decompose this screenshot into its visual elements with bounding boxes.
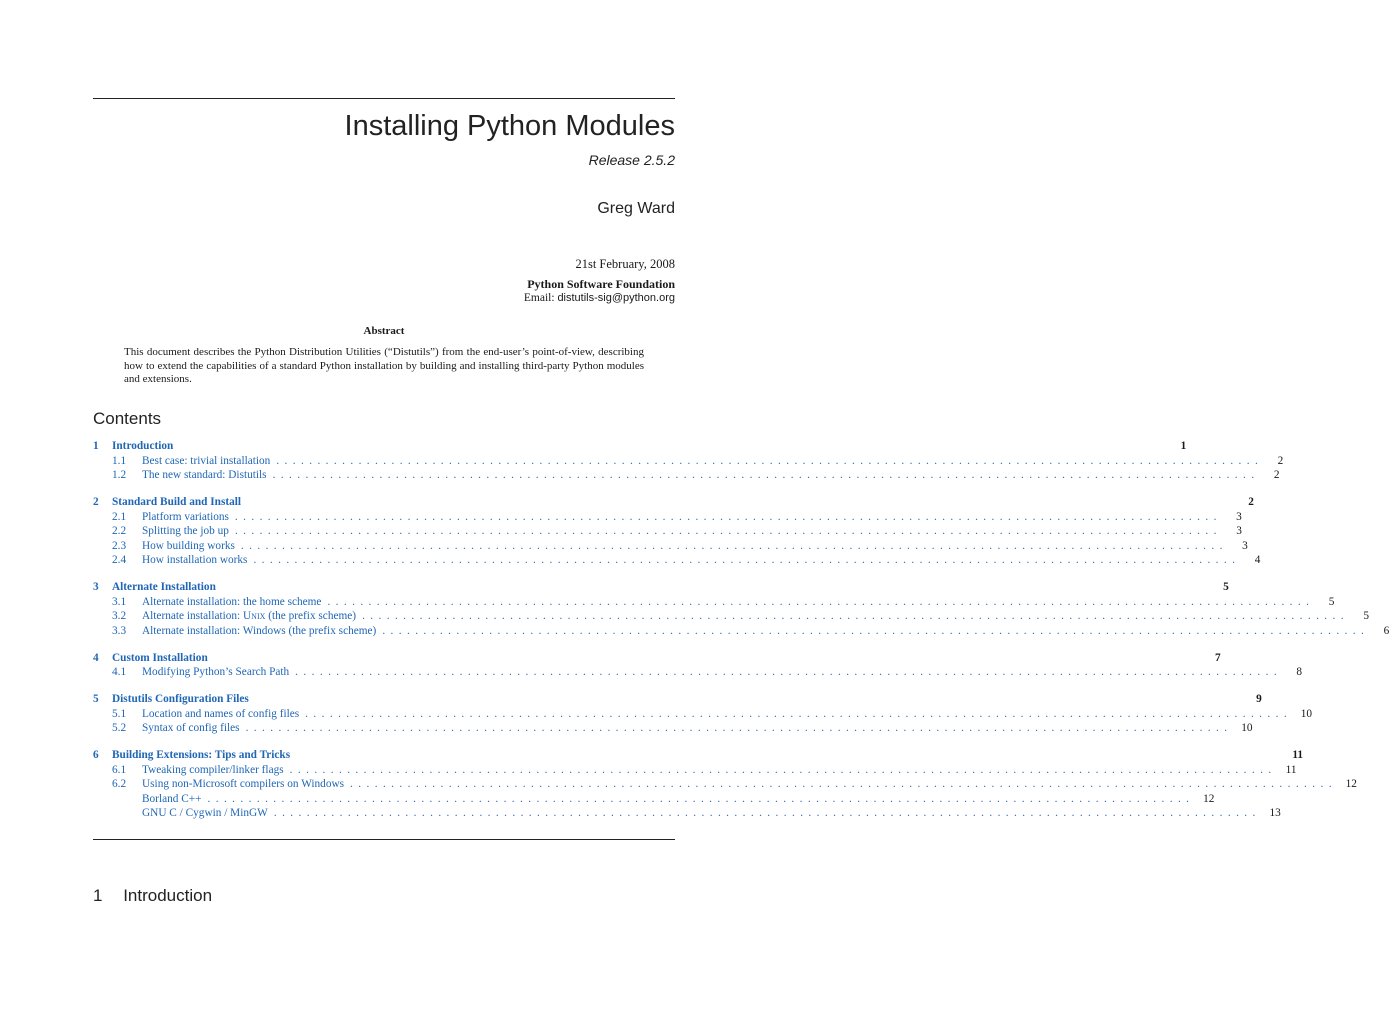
toc-entry[interactable] xyxy=(93,595,1335,611)
publication-date: 21st February, 2008 xyxy=(575,257,675,271)
toc-entry-number: 6.1 xyxy=(112,763,127,776)
section-title: Introduction xyxy=(123,886,213,905)
toc-entry-number: 6.2 xyxy=(112,778,127,791)
toc-entry-link[interactable]: Location and names of config files xyxy=(142,707,300,720)
toc-entry-number: 3.2 xyxy=(112,610,127,623)
toc-entry-link[interactable]: Splitting the job up xyxy=(142,525,229,538)
toc-page-number: 5 xyxy=(1223,581,1229,594)
toc-leader-dots: ........................................................................................................................ xyxy=(207,792,1195,805)
organization-name: Python Software Foundation xyxy=(527,277,675,291)
toc-entry-number: 1 xyxy=(93,440,99,452)
toc-entry-link[interactable]: GNU C / Cygwin / MinGW xyxy=(142,807,268,820)
abstract-heading: Abstract xyxy=(363,325,405,337)
toc-leader-dots: ........................................................................................................................ xyxy=(253,554,1241,567)
toc-leader-dots: ........................................................................................................................ xyxy=(245,722,1233,735)
toc-entry-link[interactable]: Platform variations xyxy=(142,510,229,523)
toc-entry-number: 4.1 xyxy=(112,666,127,679)
toc-entry-link[interactable]: Alternate Installation xyxy=(112,581,216,594)
toc-page-number: 3 xyxy=(1236,510,1242,523)
toc-entry-link[interactable]: Best case: trivial installation xyxy=(142,454,271,467)
toc-page-number: 7 xyxy=(1214,651,1221,664)
toc-entry-number: 1.1 xyxy=(112,454,127,467)
toc-leader-dots: ........................................................................................................................ xyxy=(273,807,1261,820)
toc-leader-dots: ........................................................................................................................ xyxy=(276,454,1264,467)
toc-entry-link[interactable]: Standard Build and Install xyxy=(112,495,242,508)
toc-entry[interactable] xyxy=(93,539,1248,555)
top-rule xyxy=(93,98,675,99)
toc-entry-number: 4 xyxy=(93,651,99,664)
toc-page-number: 11 xyxy=(1285,763,1297,776)
toc-leader-dots: ........................................................................................................................ xyxy=(289,763,1277,776)
toc-entry-link[interactable]: Modifying Python’s Search Path xyxy=(142,666,290,679)
author-name: Greg Ward xyxy=(597,200,675,217)
toc-page-number: 4 xyxy=(1254,554,1261,567)
email-line xyxy=(524,292,675,304)
toc-entry[interactable] xyxy=(93,722,1253,737)
toc-entry[interactable] xyxy=(93,778,1357,793)
toc-entry-number: 2.2 xyxy=(112,525,127,538)
toc-leader-dots: ........................................................................................................................ xyxy=(382,624,1370,637)
toc-entry-number: 2.4 xyxy=(112,554,127,567)
toc-entry[interactable] xyxy=(93,624,1389,640)
toc-entry-link[interactable]: Alternate installation: Unix (the prefix scheme) xyxy=(142,610,357,623)
toc-entry[interactable] xyxy=(93,707,1313,723)
toc-page-number: 3 xyxy=(1236,525,1242,538)
toc-entry[interactable] xyxy=(93,510,1242,526)
bottom-rule xyxy=(93,839,675,840)
toc-entry[interactable] xyxy=(93,495,1254,511)
toc-entry-link[interactable]: Tweaking compiler/linker flags xyxy=(142,763,284,776)
toc-page-number: 8 xyxy=(1296,666,1303,679)
toc-page-number: 12 xyxy=(1345,778,1357,791)
abstract-body: This document describes the Python Distribution Utilities (“Distutils”) from the end-user’s point-of-view, describing how to extend the capabilities of a standard Python installation by building and installing third-party Python modules and extensions. xyxy=(124,346,644,385)
section-number: 1 xyxy=(93,886,103,905)
toc-entry[interactable] xyxy=(93,749,1304,764)
toc-page-number: 2 xyxy=(1248,495,1254,508)
toc-leader-dots: ........................................................................................................................ xyxy=(295,666,1283,679)
toc-page-number: 2 xyxy=(1273,469,1280,482)
toc-entry[interactable] xyxy=(93,454,1284,470)
toc-entry[interactable] xyxy=(93,666,1303,681)
toc-entry-number: 1.2 xyxy=(112,469,127,482)
toc-leader-dots: ........................................................................................................................ xyxy=(305,707,1293,720)
toc-leader-dots: ........................................................................................................................ xyxy=(240,539,1228,552)
contents-heading: Contents xyxy=(93,409,162,428)
toc-entry[interactable] xyxy=(93,807,1281,822)
toc-entry[interactable] xyxy=(93,440,1187,455)
toc-page-number: 2 xyxy=(1277,454,1284,467)
toc-entry-number: 2.3 xyxy=(112,539,127,552)
toc-leader-dots: ........................................................................................................................ xyxy=(234,510,1222,523)
toc-entry[interactable] xyxy=(93,525,1242,540)
section-heading xyxy=(93,886,212,906)
toc-page-number: 11 xyxy=(1292,749,1304,762)
toc-entry[interactable] xyxy=(93,693,1262,708)
table-of-contents xyxy=(93,440,1389,822)
toc-page-number: 5 xyxy=(1363,610,1369,623)
toc-page-number: 5 xyxy=(1328,595,1335,608)
toc-page-number: 9 xyxy=(1256,693,1262,706)
toc-entry-number: 5 xyxy=(93,693,99,706)
toc-entry-number: 3 xyxy=(93,581,99,594)
toc-entry-number: 3.1 xyxy=(112,595,127,608)
toc-entry[interactable] xyxy=(93,610,1369,625)
toc-entry-number: 6 xyxy=(93,749,99,762)
toc-entry-link[interactable]: Alternate installation: Windows (the prefix scheme) xyxy=(142,624,377,637)
toc-leader-dots: ........................................................................................................................ xyxy=(362,610,1349,623)
toc-entry[interactable] xyxy=(93,763,1297,779)
toc-page-number: 13 xyxy=(1269,807,1281,820)
toc-leader-dots: ........................................................................................................................ xyxy=(234,525,1222,538)
toc-leader-dots: ........................................................................................................................ xyxy=(272,469,1260,482)
toc-entry-link[interactable]: How installation works xyxy=(142,554,248,567)
toc-entry-link[interactable]: Alternate installation: the home scheme xyxy=(142,595,322,608)
toc-entry-number: 3.3 xyxy=(112,624,127,637)
email-label: Email: xyxy=(523,292,555,304)
toc-entry-link[interactable]: Borland C++ xyxy=(142,792,202,805)
toc-leader-dots: ........................................................................................................................ xyxy=(350,778,1337,791)
toc-entry[interactable] xyxy=(93,581,1229,596)
toc-entry-link[interactable]: Syntax of config files xyxy=(142,722,240,735)
email-address[interactable]: distutils-sig@python.org xyxy=(557,292,675,304)
toc-entry-link[interactable]: Introduction xyxy=(112,440,174,452)
toc-entry[interactable] xyxy=(93,651,1221,667)
toc-entry-link[interactable]: Building Extensions: Tips and Tricks xyxy=(112,749,291,762)
toc-entry-number: 5.2 xyxy=(112,722,127,735)
toc-entry-number: 2 xyxy=(93,495,99,508)
toc-entry-number: 5.1 xyxy=(112,707,127,720)
toc-entry-link[interactable]: Custom Installation xyxy=(112,651,208,664)
toc-entry-number: 2.1 xyxy=(112,510,127,523)
toc-entry-link[interactable]: The new standard: Distutils xyxy=(142,469,267,482)
toc-page-number: 3 xyxy=(1242,539,1248,552)
toc-page-number: 10 xyxy=(1300,707,1313,720)
document-title: Installing Python Modules xyxy=(344,110,675,142)
release-version: Release 2.5.2 xyxy=(588,152,675,168)
toc-entry[interactable] xyxy=(93,469,1280,484)
toc-entry-link[interactable]: Using non-Microsoft compilers on Windows xyxy=(142,778,345,791)
toc-entry-link[interactable]: Distutils Configuration Files xyxy=(112,693,249,706)
toc-page-number: 6 xyxy=(1383,624,1389,637)
toc-leader-dots: ........................................................................................................................ xyxy=(327,595,1315,608)
toc-page-number: 12 xyxy=(1203,792,1215,805)
toc-entry[interactable] xyxy=(93,792,1215,808)
toc-page-number: 10 xyxy=(1241,722,1253,735)
toc-entry[interactable] xyxy=(93,554,1261,569)
toc-entry-link[interactable]: How building works xyxy=(142,539,235,552)
toc-page-number: 1 xyxy=(1180,440,1187,452)
